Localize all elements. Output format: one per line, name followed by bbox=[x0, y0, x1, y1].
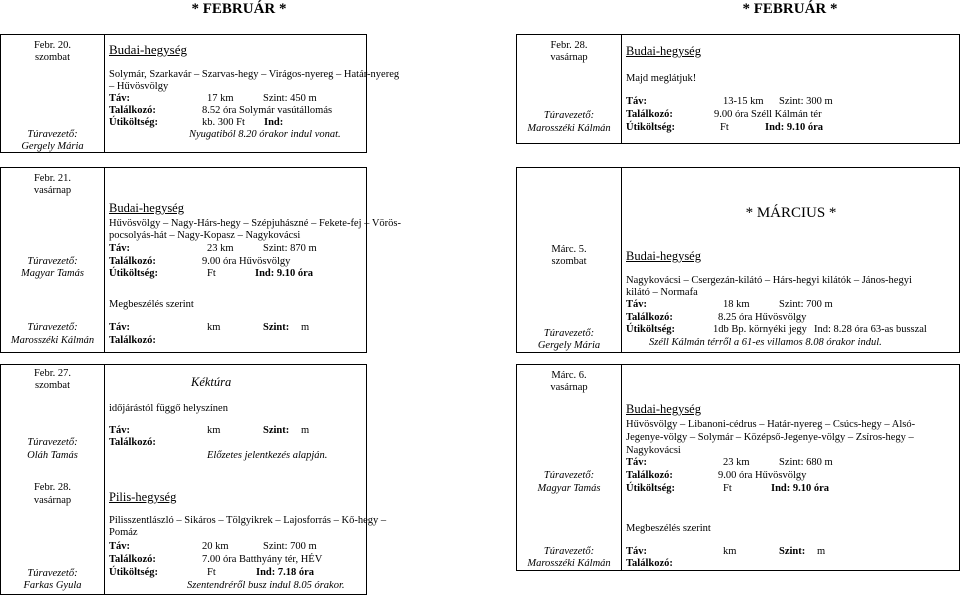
climb-unit: m bbox=[817, 546, 826, 557]
route-line-1: Solymár, Szarkavár – Szarvas-hegy – Virágos-nyereg – Határ-nyereg bbox=[109, 69, 400, 80]
event-day: vasárnap bbox=[33, 185, 72, 196]
meet-value: 8.25 óra Hűvösvölgy bbox=[718, 312, 807, 323]
distance-label: Táv: bbox=[626, 96, 647, 107]
cost-label: Útiköltség: bbox=[626, 122, 675, 133]
meet-value: 9.00 óra Széll Kálmán tér bbox=[714, 109, 822, 120]
event-title: Budai-hegység bbox=[109, 42, 187, 57]
meet-value: 7.00 óra Batthyány tér, HÉV bbox=[202, 554, 323, 565]
event-note: Széll Kálmán térről a 61-es villamos 8.08 órakor indul. bbox=[649, 337, 882, 348]
event-note: Majd meglátjuk! bbox=[626, 73, 697, 84]
leader-label: Túravezető: bbox=[543, 470, 595, 481]
leader-label: Túravezető: bbox=[27, 322, 78, 333]
event-day: szombat bbox=[35, 52, 70, 63]
meet-label: Találkozó: bbox=[626, 470, 673, 481]
leader-name-2: Marosszéki Kálmán bbox=[10, 335, 95, 346]
event-date: Febr. 21. bbox=[33, 173, 72, 184]
event-day: vasárnap bbox=[33, 495, 72, 506]
event-day: szombat bbox=[35, 380, 70, 391]
distance-value: 18 km bbox=[723, 299, 750, 310]
cost-value: Ft bbox=[723, 483, 732, 494]
climb-value: Szint: 700 m bbox=[263, 541, 317, 552]
distance-unit: km bbox=[207, 425, 221, 436]
event-title: Budai-hegység bbox=[626, 249, 701, 263]
event-date: Márc. 6. bbox=[551, 370, 587, 381]
meet-label: Találkozó: bbox=[626, 109, 673, 120]
distance-label: Táv: bbox=[626, 457, 647, 468]
start-value: Ind: 9.10 óra bbox=[771, 483, 830, 494]
meet-value: 8.52 óra Solymár vasútállomás bbox=[202, 105, 333, 116]
event-date: Márc. 5. bbox=[551, 244, 587, 255]
distance-label: Táv: bbox=[626, 299, 647, 310]
meet-value: 9.00 óra Hűvösvölgy bbox=[202, 256, 291, 267]
route-line-1: Hűvösvölgy – Libanoni-cédrus – Határ-nyereg – Csúcs-hegy – Alsó- bbox=[626, 419, 916, 430]
leader-name-1: Magyar Tamás bbox=[537, 483, 601, 494]
event-card-feb28-budai bbox=[516, 34, 960, 144]
route-line-2: kilátó – Normafa bbox=[626, 287, 698, 298]
event-card-feb21 bbox=[0, 167, 401, 353]
leader-name-1: Magyar Tamás bbox=[21, 268, 84, 279]
event-card-feb27-feb28 bbox=[0, 364, 387, 595]
leader-label: Túravezető: bbox=[27, 256, 78, 267]
distance-value: 13-15 km bbox=[723, 96, 764, 107]
meet-label: Találkozó: bbox=[109, 335, 156, 346]
leader-name-2: Marosszéki Kálmán bbox=[527, 558, 611, 569]
event-day: vasárnap bbox=[550, 52, 588, 63]
distance-label: Táv: bbox=[109, 322, 130, 333]
cost-value: Ft bbox=[207, 268, 216, 279]
meet-label: Találkozó: bbox=[626, 558, 673, 569]
event-note: időjárástól függő helyszínen bbox=[109, 403, 228, 414]
distance-label: Táv: bbox=[109, 541, 130, 552]
cost-label: Útiköltség: bbox=[626, 324, 675, 335]
event-title: Budai-hegység bbox=[626, 402, 701, 416]
climb-unit: m bbox=[301, 425, 310, 436]
climb-value: Szint: 680 m bbox=[779, 457, 833, 468]
event-note: Nyugatiból 8.20 órakor indul vonat. bbox=[189, 129, 341, 140]
event-date: Febr. 27. bbox=[33, 368, 72, 379]
leader-name: Marosszéki Kálmán bbox=[527, 123, 611, 134]
climb-label: Szint: bbox=[263, 425, 290, 436]
distance-value: 20 km bbox=[202, 541, 229, 552]
route-line-1: Hűvösvölgy – Nagy-Hárs-hegy – Szépjuhászné – Fekete-fej – Vörös- bbox=[109, 218, 401, 229]
event-title: Budai-hegység bbox=[626, 44, 701, 58]
route-line-3: Nagykovácsi bbox=[626, 445, 681, 456]
distance-unit: km bbox=[723, 546, 737, 557]
distance-label: Táv: bbox=[626, 546, 647, 557]
meet-label: Találkozó: bbox=[109, 437, 156, 448]
leader-label: Túravezető: bbox=[27, 437, 78, 448]
climb-unit: m bbox=[301, 322, 310, 333]
distance-label: Táv: bbox=[109, 425, 130, 436]
leader-name: Gergely Mária bbox=[537, 340, 601, 351]
distance-value: 17 km bbox=[207, 93, 234, 104]
event-title: Kéktúra bbox=[191, 375, 232, 389]
leader-name: Farkas Gyula bbox=[23, 580, 82, 591]
climb-value: Szint: 700 m bbox=[779, 299, 833, 310]
cost-label: Útiköltség: bbox=[109, 567, 158, 578]
climb-value: Szint: 870 m bbox=[263, 243, 317, 254]
start-value: Ind: 9.10 óra bbox=[765, 122, 824, 133]
event-day: vasárnap bbox=[550, 382, 588, 393]
distance-label: Táv: bbox=[109, 243, 130, 254]
start-value: Ind: 8.28 óra 63-as busszal bbox=[814, 324, 927, 335]
event-day: szombat bbox=[551, 256, 587, 267]
event-extra: Előzetes jelentkezés alapján. bbox=[207, 450, 328, 461]
event-card-feb20 bbox=[0, 34, 400, 153]
route-line-2: pocsolyás-hát – Nagy-Kopasz – Nagykovácsi bbox=[109, 230, 301, 241]
cost-value: kb. 300 Ft bbox=[202, 117, 245, 128]
climb-label: Szint: bbox=[779, 546, 806, 557]
route-line-2: Jegenye-völgy – Solymár – Középső-Jegenye-völgy – Zsíros-hegy – bbox=[626, 432, 914, 443]
leader-name: Oláh Tamás bbox=[27, 450, 78, 461]
event-title: Pilis-hegység bbox=[109, 490, 177, 504]
route-line-2: Pomáz bbox=[109, 527, 138, 538]
leader-label: Túravezető: bbox=[27, 568, 78, 579]
leader-name: Gergely Mária bbox=[21, 141, 84, 152]
meet-label: Találkozó: bbox=[109, 554, 156, 565]
distance-value: 23 km bbox=[723, 457, 750, 468]
cost-label: Útiköltség: bbox=[109, 268, 158, 279]
event-note: Szentendréről busz indul 8.05 órakor. bbox=[187, 580, 345, 591]
distance-unit: km bbox=[207, 322, 221, 333]
section-header-march: * MÁRCIUS * bbox=[745, 205, 837, 221]
route-line-1: Nagykovácsi – Csergezán-kilátó – Hárs-hegyi kilátók – János-hegyi bbox=[626, 275, 912, 286]
section-header-february-left: * FEBRUÁR * bbox=[191, 1, 287, 17]
route-line-1: Pilisszentlászló – Sikáros – Tölgyikrek – Lajosforrás – Kő-hegy – bbox=[109, 515, 387, 526]
event-title: Budai-hegység bbox=[109, 201, 184, 215]
event-note: Megbeszélés szerint bbox=[626, 523, 711, 534]
start-label: Ind: bbox=[264, 117, 284, 128]
meet-label: Találkozó: bbox=[626, 312, 673, 323]
event-date: Febr. 28. bbox=[550, 40, 588, 51]
meet-label: Találkozó: bbox=[109, 256, 156, 267]
start-value: Ind: 9.10 óra bbox=[255, 268, 314, 279]
start-value: Ind: 7.18 óra bbox=[256, 567, 315, 578]
meet-value: 9.00 óra Hűvösvölgy bbox=[718, 470, 807, 481]
event-card-mar6 bbox=[516, 364, 960, 571]
cost-label: Útiköltség: bbox=[109, 117, 158, 128]
cost-label: Útiköltség: bbox=[626, 483, 675, 494]
route-line-2: – Hűvösvölgy bbox=[109, 81, 169, 92]
event-date: Febr. 20. bbox=[33, 40, 72, 51]
event-date: Febr. 28. bbox=[33, 482, 72, 493]
distance-value: 23 km bbox=[207, 243, 234, 254]
event-note: Megbeszélés szerint bbox=[109, 299, 194, 310]
cost-value: Ft bbox=[207, 567, 216, 578]
cost-value: Ft bbox=[720, 122, 729, 133]
climb-value: Szint: 450 m bbox=[263, 93, 317, 104]
leader-label: Túravezető: bbox=[543, 328, 595, 339]
event-card-mar5 bbox=[516, 167, 960, 353]
leader-label: Túravezető: bbox=[27, 129, 78, 140]
leader-label: Túravezető: bbox=[543, 110, 595, 121]
climb-value: Szint: 300 m bbox=[779, 96, 833, 107]
meet-label: Találkozó: bbox=[109, 105, 156, 116]
leader-label: Túravezető: bbox=[543, 546, 595, 557]
distance-label: Táv: bbox=[109, 93, 130, 104]
climb-label: Szint: bbox=[263, 322, 290, 333]
section-header-february-right: * FEBRUÁR * bbox=[742, 1, 838, 17]
cost-value: 1db Bp. környéki jegy bbox=[713, 324, 807, 335]
